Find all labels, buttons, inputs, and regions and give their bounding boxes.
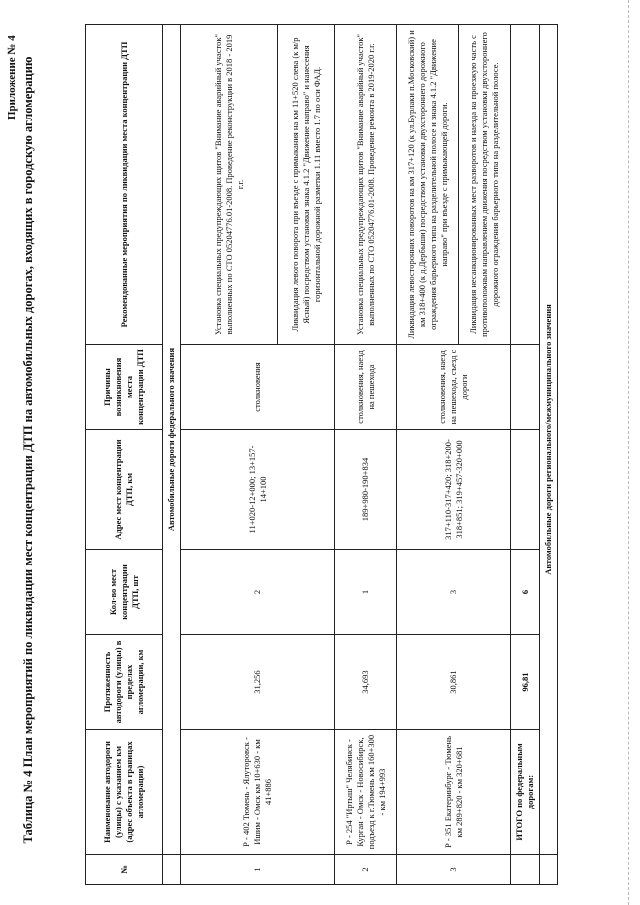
row-reason: столкновения [181, 345, 335, 430]
row-address: 11+020-12+000; 13+157-14+100 [181, 430, 335, 550]
row-road: Р - 351 Екатеринбург - Тюмень км 289+820 - км 320+681 [397, 730, 511, 855]
row-measure: Установка специальных предупреждающих щитов "Внимание аварийный участок" выполненных по СТО 05204776.01-2008. Проведение ремонта в 2019-2020 г.г. [335, 25, 397, 345]
total-label: ИТОГО по федеральным дорогам: [511, 730, 540, 855]
table-row [181, 25, 278, 885]
section-row-regional [540, 25, 558, 885]
section-regional-label: Автомобильные дороги регионального/межмуниципального значения [540, 25, 558, 855]
row-length: 31,256 [181, 635, 335, 730]
row-reason: столкновения, наезд на пешехода, съезд с дороги [397, 345, 511, 430]
section-federal-label: Автомобильные дороги федерального значения [163, 25, 181, 855]
header-road: Наименование автодороги (улицы) с указанием км (адрес объекта в границах агломерации) [86, 730, 163, 855]
row-road: Р - 254 "Иртыш" Челябинск - Курган - Омск - Новосибирск, подъезд к г.Тюмень км 160+300 - км 194+993 [335, 730, 397, 855]
row-road: Р - 402 Тюмень - Ялуторовск - Ишим - Омск км 10+630 - км 41+886 [181, 730, 335, 855]
scan-edge-divider [628, 0, 637, 905]
header-length: Протяженность автодороги (улицы) в пределах агломерации, км [86, 635, 163, 730]
row-measure: Ликвидация несанкционированных мест разворотов и наезда на проезжую часть с противоположным направлением движения посредством установки двухстороннего дорожного ограждения барьерного типа на разделительной полосе. [459, 25, 511, 345]
header-reason: Причины возникновения места концентрации ДТП [86, 345, 163, 430]
header-num: № [86, 855, 163, 885]
row-measure: Ликвидация левосторонних поворотов на км 317+120 (к ул.Бурлаки п.Московский) и км 318+400 (к д.Дербыши) посредством установки двухстороннего дорожного ограждения барьерного типа на разделительной полосе и знака 4.1.2 "Движение направо" при въезде с примыкающей дороги. [397, 25, 459, 345]
table-row [335, 25, 397, 885]
accident-plan-table [85, 24, 558, 885]
row-address: 317+110-317+420; 318+200-318+851; 319+457-320+000 [397, 430, 511, 550]
row-measure: Установка специальных предупреждающих щитов "Внимание аварийный участок" выполненных по СТО 05204776.01-2008. Проведение реконструкции в 2018 - 2019 г.г. [181, 25, 278, 345]
total-count: 6 [511, 550, 540, 635]
row-address: 189+980-190+834 [335, 430, 397, 550]
row-length: 34,693 [335, 635, 397, 730]
header-address: Адрес мест концентрации ДТП, км [86, 430, 163, 550]
table-header-row [86, 25, 163, 885]
table-row [397, 25, 459, 885]
row-count: 2 [181, 550, 335, 635]
row-measure: Ликвидация левого поворота при въезде с примыкания на км 11+520 слева (к м/р Ясный) посредством установки знака 4.1.2 "Движение направо" и нанесения горизонтальной дорожной разметки 1.11 вместо 1.7 по оси ФАД. [278, 25, 335, 345]
row-num: 1 [181, 855, 335, 885]
total-length: 96,81 [511, 635, 540, 730]
table-title: Таблица № 4 План мероприятий по ликвидации мест концентрации ДТП на автомобильных дорогах, входящих в городскую агломерацию [21, 56, 35, 844]
header-measures: Рекомендованные мероприятия по ликвидации места концентрации ДТП [86, 25, 163, 345]
row-length: 30,861 [397, 635, 511, 730]
total-row [511, 25, 540, 885]
section-row-federal [163, 25, 181, 885]
row-reason: столкновения, наезд на пешехода [335, 345, 397, 430]
row-num: 3 [397, 855, 511, 885]
header-count: Кол-во мест концентрации ДТП, шт [86, 550, 163, 635]
row-num: 2 [335, 855, 397, 885]
appendix-label: Приложение № 4 [6, 35, 18, 120]
row-count: 1 [335, 550, 397, 635]
row-count: 3 [397, 550, 511, 635]
